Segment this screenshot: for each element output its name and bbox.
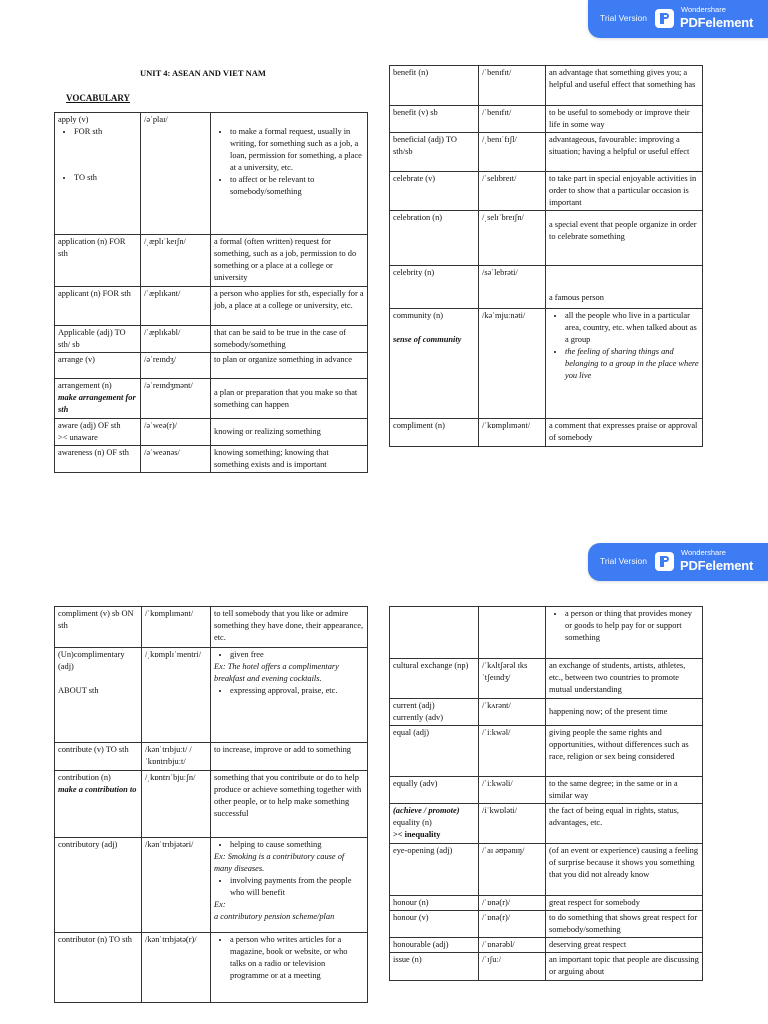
table-row xyxy=(390,804,703,844)
pronunciation-cell: /səˈlebrəti/ xyxy=(479,266,546,309)
pronunciation-cell: /ˌæplɪˈkeɪʃn/ xyxy=(141,235,211,287)
table-row xyxy=(55,287,368,326)
table-row xyxy=(390,777,703,804)
pronunciation-cell: /əˈweə(r)/ xyxy=(141,419,211,446)
meaning-cell: deserving great respect xyxy=(546,938,703,953)
meaning-cell: knowing something; knowing that something exists and is important xyxy=(211,446,368,473)
page-separator xyxy=(0,504,768,544)
table-row xyxy=(55,419,368,446)
table-row xyxy=(55,446,368,473)
pdfelement-logo-icon xyxy=(655,9,674,28)
table-row xyxy=(55,113,368,235)
pronunciation-cell: /ˈbenɪfɪt/ xyxy=(479,66,546,106)
pronunciation-cell: /əˈreɪndʒmənt/ xyxy=(141,379,211,419)
meaning-cell: to do something that shows great respect for somebody/something xyxy=(546,911,703,938)
word-cell: apply (v) • FOR sth • TO sth xyxy=(55,113,141,235)
table-row xyxy=(390,172,703,211)
meaning-cell: to plan or organize something in advance xyxy=(211,353,368,379)
product-label: PDFelement xyxy=(680,558,754,573)
table-row xyxy=(55,235,368,287)
meaning-cell: a person who applies for sth, especially for a job, a place at a college or university, etc. xyxy=(211,287,368,326)
table-row xyxy=(390,938,703,953)
meaning-cell: • a person who writes articles for a magazine, book or website, or who talks on a radio or television programme or at a meeting xyxy=(211,933,368,1003)
vocab-table-2 xyxy=(389,65,703,447)
meaning-cell: • a person or thing that provides money or goods to help pay for or support something xyxy=(546,607,703,659)
table-row xyxy=(390,266,703,309)
word-cell: arrangement (n) make arrangement for sth xyxy=(55,379,141,419)
pronunciation-cell: /ˈbenɪfɪt/ xyxy=(479,106,546,133)
trial-version-banner[interactable] xyxy=(588,543,768,581)
word-cell: cultural exchange (np) xyxy=(390,659,479,699)
vocab-table-4 xyxy=(389,606,703,981)
pronunciation-cell: /ˈiːkwəl/ xyxy=(479,726,546,777)
word-cell: community (n) sense of community xyxy=(390,309,479,419)
meaning-cell: something that you contribute or do to help produce or achieve something together with other people, or to help make something successful xyxy=(211,771,368,838)
table-row xyxy=(55,353,368,379)
table-row xyxy=(390,66,703,106)
pronunciation-cell: /ˈaɪ əʊpənɪŋ/ xyxy=(479,844,546,896)
word-cell: issue (n) xyxy=(390,953,479,981)
word-cell: Applicable (adj) TO sth/ sb xyxy=(55,326,141,353)
section-heading: VOCABULARY xyxy=(66,93,131,103)
table-row xyxy=(55,648,368,743)
meaning-cell: knowing or realizing something xyxy=(211,419,368,446)
word-cell: benefit (v) sb xyxy=(390,106,479,133)
pronunciation-cell: /kənˈtrɪbjətə(r)/ xyxy=(142,933,211,1003)
pronunciation-cell: /ˈɪʃuː/ xyxy=(479,953,546,981)
brand-label: Wondershare xyxy=(681,548,726,557)
table-row xyxy=(55,838,368,933)
table-row xyxy=(390,844,703,896)
word-cell: equal (adj) xyxy=(390,726,479,777)
table-row xyxy=(55,379,368,419)
table-row xyxy=(390,106,703,133)
word-cell: compliment (v) sb ON sth xyxy=(55,607,142,648)
word-cell: honour (v) xyxy=(390,911,479,938)
vocab-table-1 xyxy=(54,112,368,473)
word-cell: contributory (adj) xyxy=(55,838,142,933)
pronunciation-cell: /əˈplaɪ/ xyxy=(141,113,211,235)
pronunciation-cell xyxy=(479,607,546,659)
pronunciation-cell: /əˈreɪndʒ/ xyxy=(141,353,211,379)
table-row xyxy=(390,911,703,938)
vocab-table-3 xyxy=(54,606,368,1003)
pronunciation-cell: /ˈkʌrənt/ xyxy=(479,699,546,726)
word-cell: (achieve / promote) equality (n) >< inequality xyxy=(390,804,479,844)
pronunciation-cell: /ˌbenɪˈfɪʃl/ xyxy=(479,133,546,172)
meaning-cell: a famous person xyxy=(546,266,703,309)
meaning-cell: giving people the same rights and opportunities, without differences such as race, religion or sex being considered xyxy=(546,726,703,777)
meaning-cell: an important topic that people are discussing or arguing about xyxy=(546,953,703,981)
document-title: UNIT 4: ASEAN AND VIET NAM xyxy=(140,68,266,78)
word-cell: equally (adv) xyxy=(390,777,479,804)
table-row xyxy=(390,309,703,419)
table-row xyxy=(390,726,703,777)
meaning-cell: to increase, improve or add to something xyxy=(211,743,368,771)
word-cell: application (n) FOR sth xyxy=(55,235,141,287)
pronunciation-cell: /ˌkɒmplɪˈmentri/ xyxy=(142,648,211,743)
pronunciation-cell: /iˈkwɒləti/ xyxy=(479,804,546,844)
meaning-cell: great respect for somebody xyxy=(546,896,703,911)
meaning-cell: a special event that people organize in order to celebrate something xyxy=(546,211,703,266)
meaning-cell: a formal (often written) request for something, such as a job, permission to do something or a place at a college or university xyxy=(211,235,368,287)
meaning-cell: a comment that expresses praise or approval of somebody xyxy=(546,419,703,447)
word-cell: current (adj) currently (adv) xyxy=(390,699,479,726)
pronunciation-cell: /ˈɒnə(r)/ xyxy=(479,911,546,938)
table-row xyxy=(55,326,368,353)
meaning-cell: a plan or preparation that you make so that something can happen xyxy=(211,379,368,419)
word-cell: applicant (n) FOR sth xyxy=(55,287,141,326)
table-row xyxy=(390,133,703,172)
word-cell: celebrate (v) xyxy=(390,172,479,211)
word-cell: (Un)complimentary (adj) ABOUT sth xyxy=(55,648,142,743)
table-row xyxy=(55,771,368,838)
pronunciation-cell: /kəˈmjuːnəti/ xyxy=(479,309,546,419)
pronunciation-cell: /kənˈtrɪbjətəri/ xyxy=(142,838,211,933)
meaning-cell: advantageous, favourable: improving a situation; having a helpful or useful effect xyxy=(546,133,703,172)
pronunciation-cell: /ˈkɒmplɪmənt/ xyxy=(142,607,211,648)
meaning-cell: to be useful to somebody or improve their life in some way xyxy=(546,106,703,133)
pronunciation-cell: /ˈɒnə(r)/ xyxy=(479,896,546,911)
pronunciation-cell: /ˈiːkwəli/ xyxy=(479,777,546,804)
word-cell: contributor (n) TO sth xyxy=(55,933,142,1003)
word-cell xyxy=(390,607,479,659)
meaning-cell: to the same degree; in the same or in a similar way xyxy=(546,777,703,804)
meaning-cell: • given free Ex: The hotel offers a complimentary breakfast and evening cocktails. • expressing approval, praise, etc. xyxy=(211,648,368,743)
word-cell: compliment (n) xyxy=(390,419,479,447)
pronunciation-cell: /ˌkɒntrɪˈbjuːʃn/ xyxy=(142,771,211,838)
word-cell: benefit (n) xyxy=(390,66,479,106)
pronunciation-cell: /ˈselɪbreɪt/ xyxy=(479,172,546,211)
table-row xyxy=(390,211,703,266)
table-row xyxy=(390,896,703,911)
pronunciation-cell: /ˈkʌltʃərəl ɪksˈtʃeɪndʒ/ xyxy=(479,659,546,699)
pronunciation-cell: /kənˈtrɪbjuːt/ /ˈkɒntrɪbjuːt/ xyxy=(142,743,211,771)
meaning-cell: • all the people who live in a particular area, country, etc. when talked about as a group • the feeling of sharing things and belonging to a group in the place where you live xyxy=(546,309,703,419)
pronunciation-cell: /ˈæplɪkənt/ xyxy=(141,287,211,326)
pronunciation-cell: /əˈweənəs/ xyxy=(141,446,211,473)
table-row xyxy=(390,607,703,659)
pdfelement-logo-icon xyxy=(655,552,674,571)
table-row xyxy=(390,659,703,699)
pronunciation-cell: /ˈkɒmplɪmənt/ xyxy=(479,419,546,447)
meaning-cell: (of an event or experience) causing a feeling of surprise because it shows you something that you did not already know xyxy=(546,844,703,896)
word-cell: honour (n) xyxy=(390,896,479,911)
word-cell: awareness (n) OF sth xyxy=(55,446,141,473)
table-row xyxy=(55,743,368,771)
trial-version-banner[interactable] xyxy=(588,0,768,38)
word-cell: eye-opening (adj) xyxy=(390,844,479,896)
pronunciation-cell: /ˌselɪˈbreɪʃn/ xyxy=(479,211,546,266)
word-cell: arrange (v) xyxy=(55,353,141,379)
trial-version-label: Trial Version xyxy=(600,13,647,23)
table-row xyxy=(390,419,703,447)
pronunciation-cell: /ˈæplɪkəbl/ xyxy=(141,326,211,353)
meaning-cell: the fact of being equal in rights, status, advantages, etc. xyxy=(546,804,703,844)
meaning-cell: to take part in special enjoyable activities in order to show that a particular occasion is important xyxy=(546,172,703,211)
product-label: PDFelement xyxy=(680,15,754,30)
word-cell: honourable (adj) xyxy=(390,938,479,953)
word-cell: contribution (n) make a contribution to xyxy=(55,771,142,838)
word-cell: celebrity (n) xyxy=(390,266,479,309)
meaning-cell: that can be said to be true in the case of somebody/something xyxy=(211,326,368,353)
pronunciation-cell: /ˈɒnərəbl/ xyxy=(479,938,546,953)
table-row xyxy=(55,607,368,648)
word-cell: aware (adj) OF sth >< unaware xyxy=(55,419,141,446)
table-row xyxy=(390,953,703,981)
word-cell: celebration (n) xyxy=(390,211,479,266)
meaning-cell: • helping to cause something Ex: Smoking is a contributory cause of many diseases. • involving payments from the people who will benefit Ex: a contributory pension scheme/plan xyxy=(211,838,368,933)
table-row xyxy=(55,933,368,1003)
word-cell: contribute (v) TO sth xyxy=(55,743,142,771)
trial-version-label: Trial Version xyxy=(600,556,647,566)
meaning-cell: happening now; of the present time xyxy=(546,699,703,726)
meaning-cell: an exchange of students, artists, athletes, etc., between two countries to promote mutual understanding xyxy=(546,659,703,699)
meaning-cell: an advantage that something gives you; a helpful and useful effect that something has xyxy=(546,66,703,106)
meaning-cell: to tell somebody that you like or admire something they have done, their appearance, etc. xyxy=(211,607,368,648)
table-row xyxy=(390,699,703,726)
word-cell: beneficial (adj) TO sth/sb xyxy=(390,133,479,172)
brand-label: Wondershare xyxy=(681,5,726,14)
meaning-cell: • to make a formal request, usually in writing, for something such as a job, a loan, permission for something, a place at a university, etc. • to affect or be relevant to somebody/something xyxy=(211,113,368,235)
